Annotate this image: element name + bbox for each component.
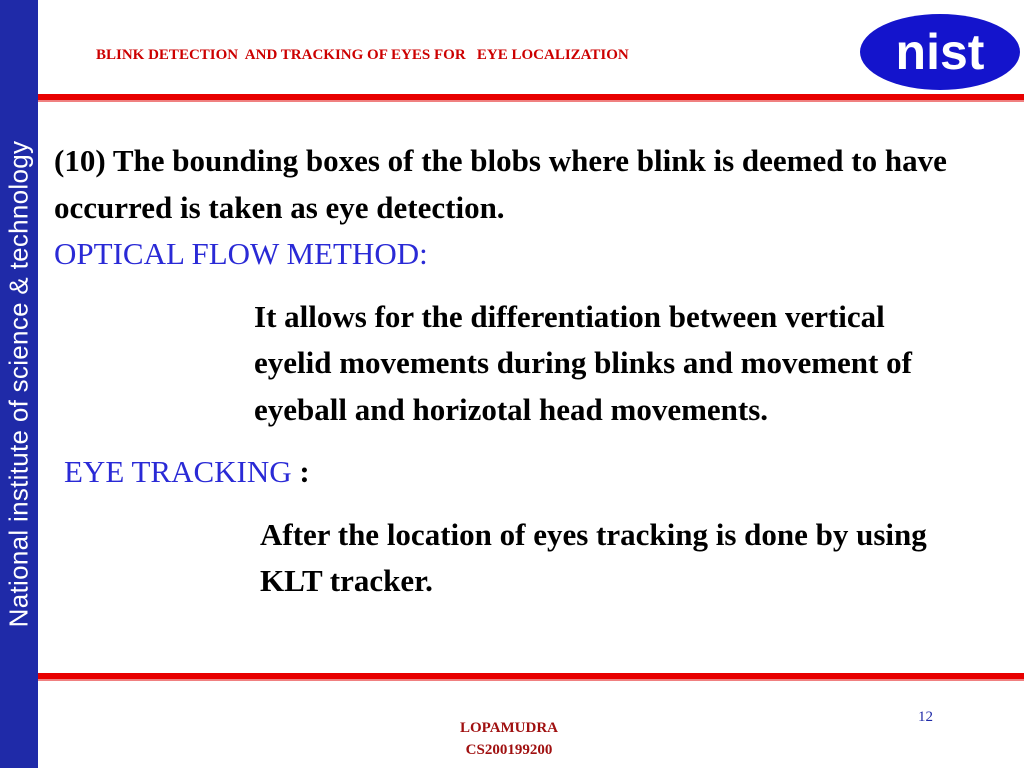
nist-logo: [858, 12, 1022, 92]
sidebar-institute-name: National institute of science & technology: [3, 140, 34, 628]
eye-tracking-heading: EYE TRACKING: [64, 454, 292, 489]
page-number: 12: [918, 709, 933, 725]
footer-author: LOPAMUDRA: [459, 720, 559, 736]
slide-title: BLINK DETECTION AND TRACKING OF EYES FOR EYE LOCALIZATION: [96, 47, 629, 63]
logo-text: nist: [895, 24, 985, 80]
point-10-text: (10) The bounding boxes of the blobs where blink is deemed to have occurred is taken as eye detection.: [54, 143, 947, 225]
eye-tracking-heading-line: [54, 449, 954, 496]
bottom-divider-shadow: [38, 679, 1024, 681]
top-divider-shadow: [38, 100, 1024, 102]
sidebar-band: [0, 0, 38, 768]
slide-body: [54, 138, 954, 605]
footer-id: CS200199200: [465, 741, 553, 758]
eye-tracking-text: After the location of eyes tracking is done by using KLT tracker.: [260, 516, 927, 598]
eye-tracking-colon: :: [291, 454, 310, 489]
optical-flow-text: It allows for the differentiation between vertical eyelid movements during blinks and movement of eyeball and horizotal head movements.: [254, 298, 912, 427]
optical-flow-heading: OPTICAL FLOW METHOD:: [54, 236, 428, 271]
footer-credit: [0, 718, 1024, 762]
